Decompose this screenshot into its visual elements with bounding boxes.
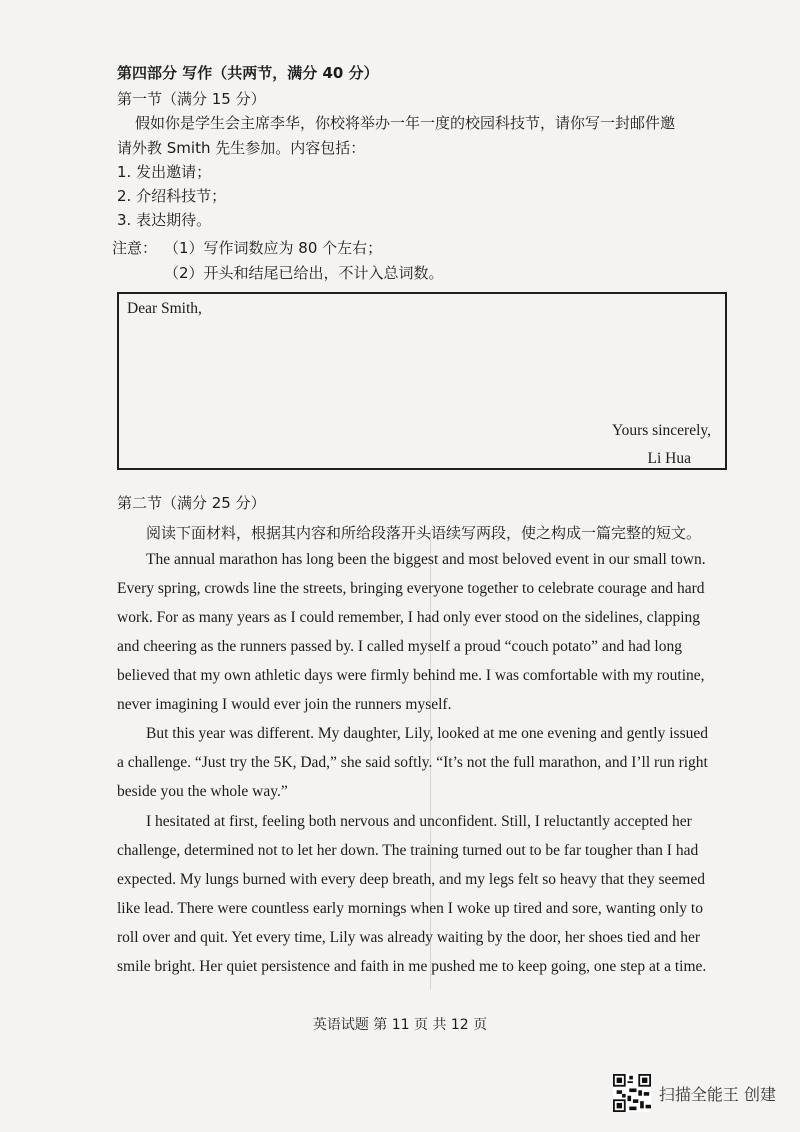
page-footer: 英语试题 第 11 页 共 12 页 — [312, 1017, 488, 1033]
passage-line: work. For as many years as I could remember, I had only ever stood on the sidelines, clapping — [117, 609, 701, 626]
watermark-text: 扫描全能王 创建 — [658, 1084, 776, 1104]
prompt-line-1: 假如你是学生会主席李华，你校将举办一年一度的校园科技节，请你写一封邮件邀 — [135, 114, 676, 132]
letter-closing: Yours sincerely, — [611, 422, 711, 439]
section2-instruction: 阅读下面材料，根据其内容和所给段落开头语续写两段，使之构成一篇完整的短文。 — [146, 524, 702, 542]
passage-line: The annual marathon has long been the biggest and most beloved event in our small town. — [146, 551, 706, 568]
letter-signature: Li Hua — [647, 450, 691, 467]
qr-code-icon — [613, 1074, 651, 1112]
passage-line: like lead. There were countless early mornings when I woke up tired and sore, wanting only to — [117, 900, 703, 917]
section2-title: 第二节（满分 25 分） — [117, 494, 266, 512]
passage-line: Every spring, crowds line the streets, bringing everyone together to celebrate courage and hard — [117, 580, 705, 597]
content-item: 1. 发出邀请； — [117, 163, 212, 181]
passage-line: I hesitated at first, feeling both nervous and unconfident. Still, I reluctantly accepted her — [146, 813, 692, 830]
note-label: 注意： — [112, 239, 158, 257]
passage-line: never imagining I would ever join the runners myself. — [117, 696, 452, 713]
content-item: 3. 表达期待。 — [117, 211, 212, 229]
passage-line: a challenge. “Just try the 5K, Dad,” she said softly. “It’s not the full marathon, and I’ll run right — [117, 754, 708, 771]
note-1: （1）写作词数应为 80 个左右； — [164, 239, 383, 257]
passage-line: roll over and quit. Yet every time, Lily was already waiting by the door, her shoes tied and her — [117, 929, 701, 946]
note-2: （2）开头和结尾已给出，不计入总词数。 — [164, 264, 444, 282]
content-item: 2. 介绍科技节； — [117, 187, 227, 205]
prompt-line-2: 请外教 Smith 先生参加。内容包括： — [117, 139, 366, 157]
letter-answer-box — [117, 292, 727, 470]
part-title: 第四部分 写作（共两节，满分 40 分） — [117, 64, 379, 82]
passage-line: smile bright. Her quiet persistence and faith in me pushed me to keep going, one step at a time. — [117, 958, 707, 975]
letter-greeting: Dear Smith, — [127, 300, 202, 317]
passage-line: But this year was different. My daughter, Lily, looked at me one evening and gently issued — [146, 725, 708, 742]
passage-line: and cheering as the runners passed by. I called myself a proud “couch potato” and had long — [117, 638, 682, 655]
section1-title: 第一节（满分 15 分） — [117, 90, 266, 108]
passage-line: challenge, determined not to let her down. The training turned out to be far tougher than I had — [117, 842, 699, 859]
passage-line: expected. My lungs burned with every deep breath, and my legs felt so heavy that they seemed — [117, 871, 705, 888]
passage-line: beside you the whole way.” — [117, 783, 288, 800]
passage-line: believed that my own athletic days were firmly behind me. I was comfortable with my routine, — [117, 667, 705, 684]
scanner-watermark — [613, 1074, 776, 1112]
